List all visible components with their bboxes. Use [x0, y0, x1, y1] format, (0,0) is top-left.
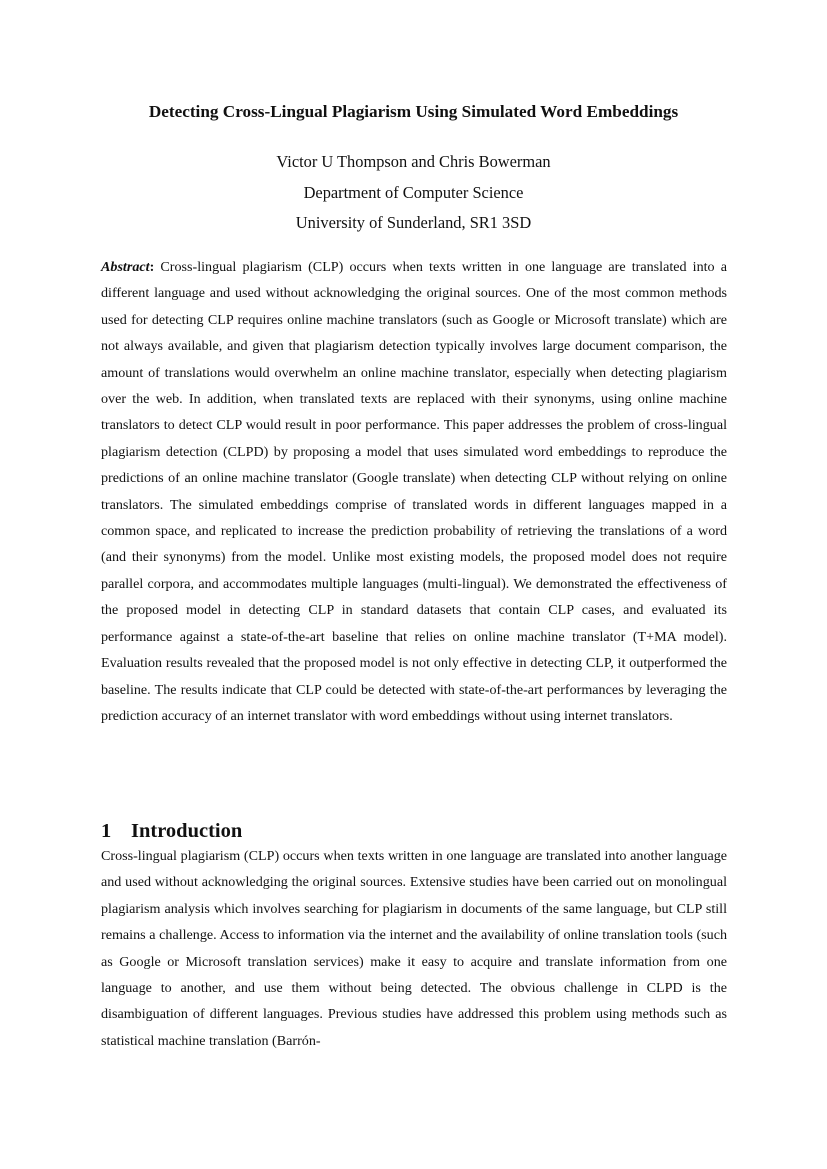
abstract-colon: : [149, 259, 155, 275]
abstract-label: Abstract [101, 259, 150, 275]
abstract-paragraph [101, 254, 727, 729]
author-names: Victor U Thompson and Chris Bowerman [276, 152, 551, 171]
author-department: Department of Computer Science [303, 182, 524, 202]
section-heading-introduction [101, 818, 242, 844]
author-affiliation: University of Sunderland, SR1 3SD [295, 213, 532, 232]
paper-title: Detecting Cross-Lingual Plagiarism Using Simulated Word Embeddings [148, 102, 679, 121]
author-block [60, 147, 767, 239]
introduction-paragraph: Cross-lingual plagiarism (CLP) occurs when texts written in one language are translated into another language and used without acknowledging the original sources. Extensive studies have been carried out on monolingual plagiarism analysis which involves searching for plagiarism in documents of the same language, but CLP still remains a challenge. Access to information via the internet and the availability of online translation tools (such as Google or Microsoft translation services) make it easy to acquire and translate information from one language to another, and use them without being detected. The obvious challenge in CLPD is the disambiguation of different languages. Previous studies have addressed this problem using methods such as statistical machine translation (Barrón- [101, 848, 727, 1049]
section-title: Introduction [131, 820, 243, 842]
section-number: 1 [101, 820, 112, 842]
abstract-text: Cross-lingual plagiarism (CLP) occurs when texts written in one language are translated into a different language and used without acknowledging the original sources. One of the most common methods used for detecting CLP requires online machine translators (such as Google or Microsoft translate) which are not always available, and given that plagiarism detection typically involves large document comparison, the amount of translations would overwhelm an online machine translator, especially when detecting plagiarism over the web. In addition, when translated texts are replaced with their synonyms, using online machine translators to detect CLP would result in poor performance. This paper addresses the problem of cross-lingual plagiarism detection (CLPD) by proposing a model that uses simulated word embeddings to reproduce the predictions of an online machine translator (Google translate) when detecting CLP without relying on online translators. The simulated embeddings comprise of translated words in different languages mapped in a common space, and replicated to increase the prediction probability of retrieving the translations of a word (and their synonyms) from the model. Unlike most existing models, the proposed model does not require parallel corpora, and accommodates multiple languages (multi-lingual). We demonstrated the effectiveness of the proposed model in detecting CLP in standard datasets that contain CLP cases, and evaluated its performance against a state-of-the-art baseline that relies on online machine translator (T+MA model). Evaluation results revealed that the proposed model is not only effective in detecting CLP, it outperformed the baseline. The results indicate that CLP could be detected with state-of-the-art performances by leveraging the prediction accuracy of an internet translator with word embeddings without using internet translators. [101, 259, 727, 724]
